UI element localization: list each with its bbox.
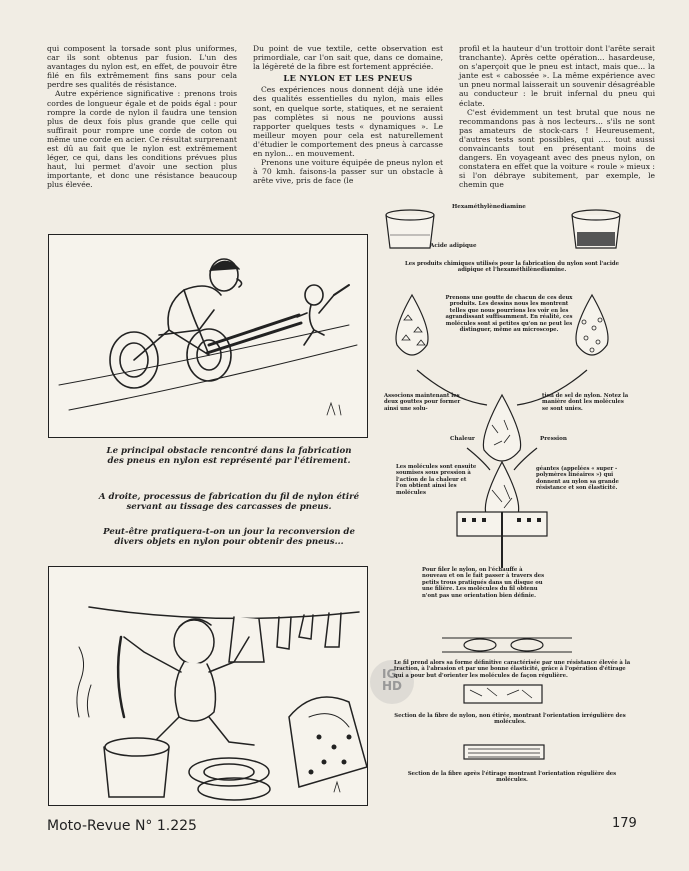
label-hexamethylenediamine: Hexaméthylènediamine — [452, 204, 526, 210]
paragraph: Ces expériences nous donnent déjà une idée des qualités essentielles du nylon, mais elles sont, en quelque sorte, statiques, et ne seraient pas complètes si nous ne pouvions aussi rapporter quelques tests « dynamiques ». Le meilleur moyen pour cela est naturellement d'étudier le comportement des pneus à carcasse en nylon... en mouvement. — [253, 85, 443, 159]
label-pression: Pression — [540, 436, 567, 442]
caption-process: A droite, processus de fabrication du fil de nylon étiré servant au tissage des carcasses de pneus. — [98, 492, 360, 513]
text-spinning: Pour filer le nylon, on l'échauffe à nouveau et on le fait passer à travers des petits trous pratiqués dans un disque ou une filière. Les molécules du fil obtenu n'ont pas une orientation bien définie. — [422, 567, 545, 599]
magazine-footer: Moto-Revue N° 1.225 — [47, 818, 197, 834]
text-associate-left: Associons maintenant les deux gouttes pour former ainsi une solu- — [384, 393, 461, 412]
paragraph: Du point de vue textile, cette observation est primordiale, car l'on sait que, dans ce domaine, la légèreté de la fibre est fortement appréciée. — [253, 44, 443, 72]
text-products: Les produits chimiques utilisés pour la fabrication du nylon sont l'acide adipique et l'hexaméthilènediamine. — [405, 261, 619, 274]
nylon-process-diagram — [372, 200, 654, 820]
paragraph: Autre expérience significative : prenons trois cordes de longueur égale et de poids égal : pour rompre la corde de nylon il faudra une tension plus de deux fois plus grande que celle qui suffirait pour rompre une corde de coton ou même une corde en acier. Ce résultat surprenant est dû au fait que le nylon est extrêmement léger, ce qui, dans les conditions prévues plus haut, lui permet d'avoir une section plus importante, et donc une résistance beaucoup plus élevée. — [47, 89, 237, 190]
article-column-2 — [253, 44, 443, 185]
paragraph: profil et la hauteur d'un trottoir dont l'arête serait tranchante). Après cette opération... hasardeuse, on s'aperçoit que le pneu est intact, mais que... la jante est « cabossée ». La même expérience avec un pneu normal laisserait un souvenir désagréable au conducteur : le bruit infernal du pneu qui éclate. — [459, 44, 655, 108]
cartoon-laundry-illustration — [49, 567, 367, 805]
process-diagram-drawings — [372, 200, 654, 820]
text-stretching: Le fil prend alors sa forme définitive caractérisée par une résistance élevée à la traction, à l'abrasion et par une bonne élasticité, grâce à l'opération d'étirage qui a pour but d'orienter les molécules de façon régulière. — [394, 660, 631, 679]
caption-reconversion: Peut-être pratiquera-t-on un jour la reconversion de divers objets en nylon pour obtenir des pneus... — [103, 527, 355, 548]
text-section-stretched: Section de la fibre après l'étirage montrant l'orientation régulière des molécules. — [407, 771, 617, 784]
label-chaleur: Chaleur — [450, 436, 475, 442]
text-associate-right: tion de sel de nylon. Notez la manière dont les molécules se sont unies. — [542, 393, 629, 412]
paragraph: Prenons une voiture équipée de pneus nylon et à 70 kmh. faisons-la passer sur un obstacle à arête vive, pris de face (le — [253, 158, 443, 186]
cartoon-motorcycle-stretching — [48, 234, 368, 438]
text-section-unstretched: Section de la fibre de nylon, non étirée, montrant l'orientation irrégulière des molécules. — [394, 713, 626, 726]
article-column-3 — [459, 44, 655, 190]
text-molecules-right: géantes (appelées « super - polymères linéaires ») qui donnent au nylon sa grande résistance et son élasticité. — [536, 466, 619, 492]
section-title: LE NYLON ET LES PNEUS — [283, 73, 413, 84]
cartoon-motorcycle-illustration — [49, 235, 367, 437]
watermark-text: IG HD — [382, 667, 403, 693]
label-acide-adipique: Acide adipique — [430, 243, 477, 249]
article-column-1 — [47, 44, 237, 190]
paragraph: qui composent la torsade sont plus uniformes, car ils sont obtenus par fusion. L'un des avantages du nylon est, en effet, de pouvoir être filé en fils extrêmement fins sans pour cela perdre ses qualités de résistance. — [47, 44, 237, 90]
text-molecules-left: Les molécules sont ensuite soumises sous pression à l'action de la chaleur et l'on obtient ainsi les molécules — [396, 464, 477, 496]
text-drop: Prenons une goutte de chacun de ces deux produits. Les dessins nous les montrent telles que nous pourrions les voir en les agrandissant suffisamment. En réalité, ces molécules sont si petites qu'on ne peut les distinguer, même au microscope. — [445, 295, 573, 334]
page-number: 179 — [612, 816, 637, 831]
cartoon-laundry-tires — [48, 566, 368, 806]
paragraph: C'est évidemment un test brutal que nous ne recommandons pas à nos lecteurs... s'ils ne sont pas amateurs de stock-cars ! Heureusement, d'autres tests sont possibles, qui ..... tout aussi convaincants tout en présentant moins de dangers. En voyageant avec des pneus nylon, on constatera en effet que la voiture « roule » mieux : si l'on débraye subitement, par exemple, le chemin que — [459, 107, 655, 190]
caption-stretching: Le principal obstacle rencontré dans la fabrication des pneus en nylon est représenté par l'étirement. — [106, 446, 352, 467]
